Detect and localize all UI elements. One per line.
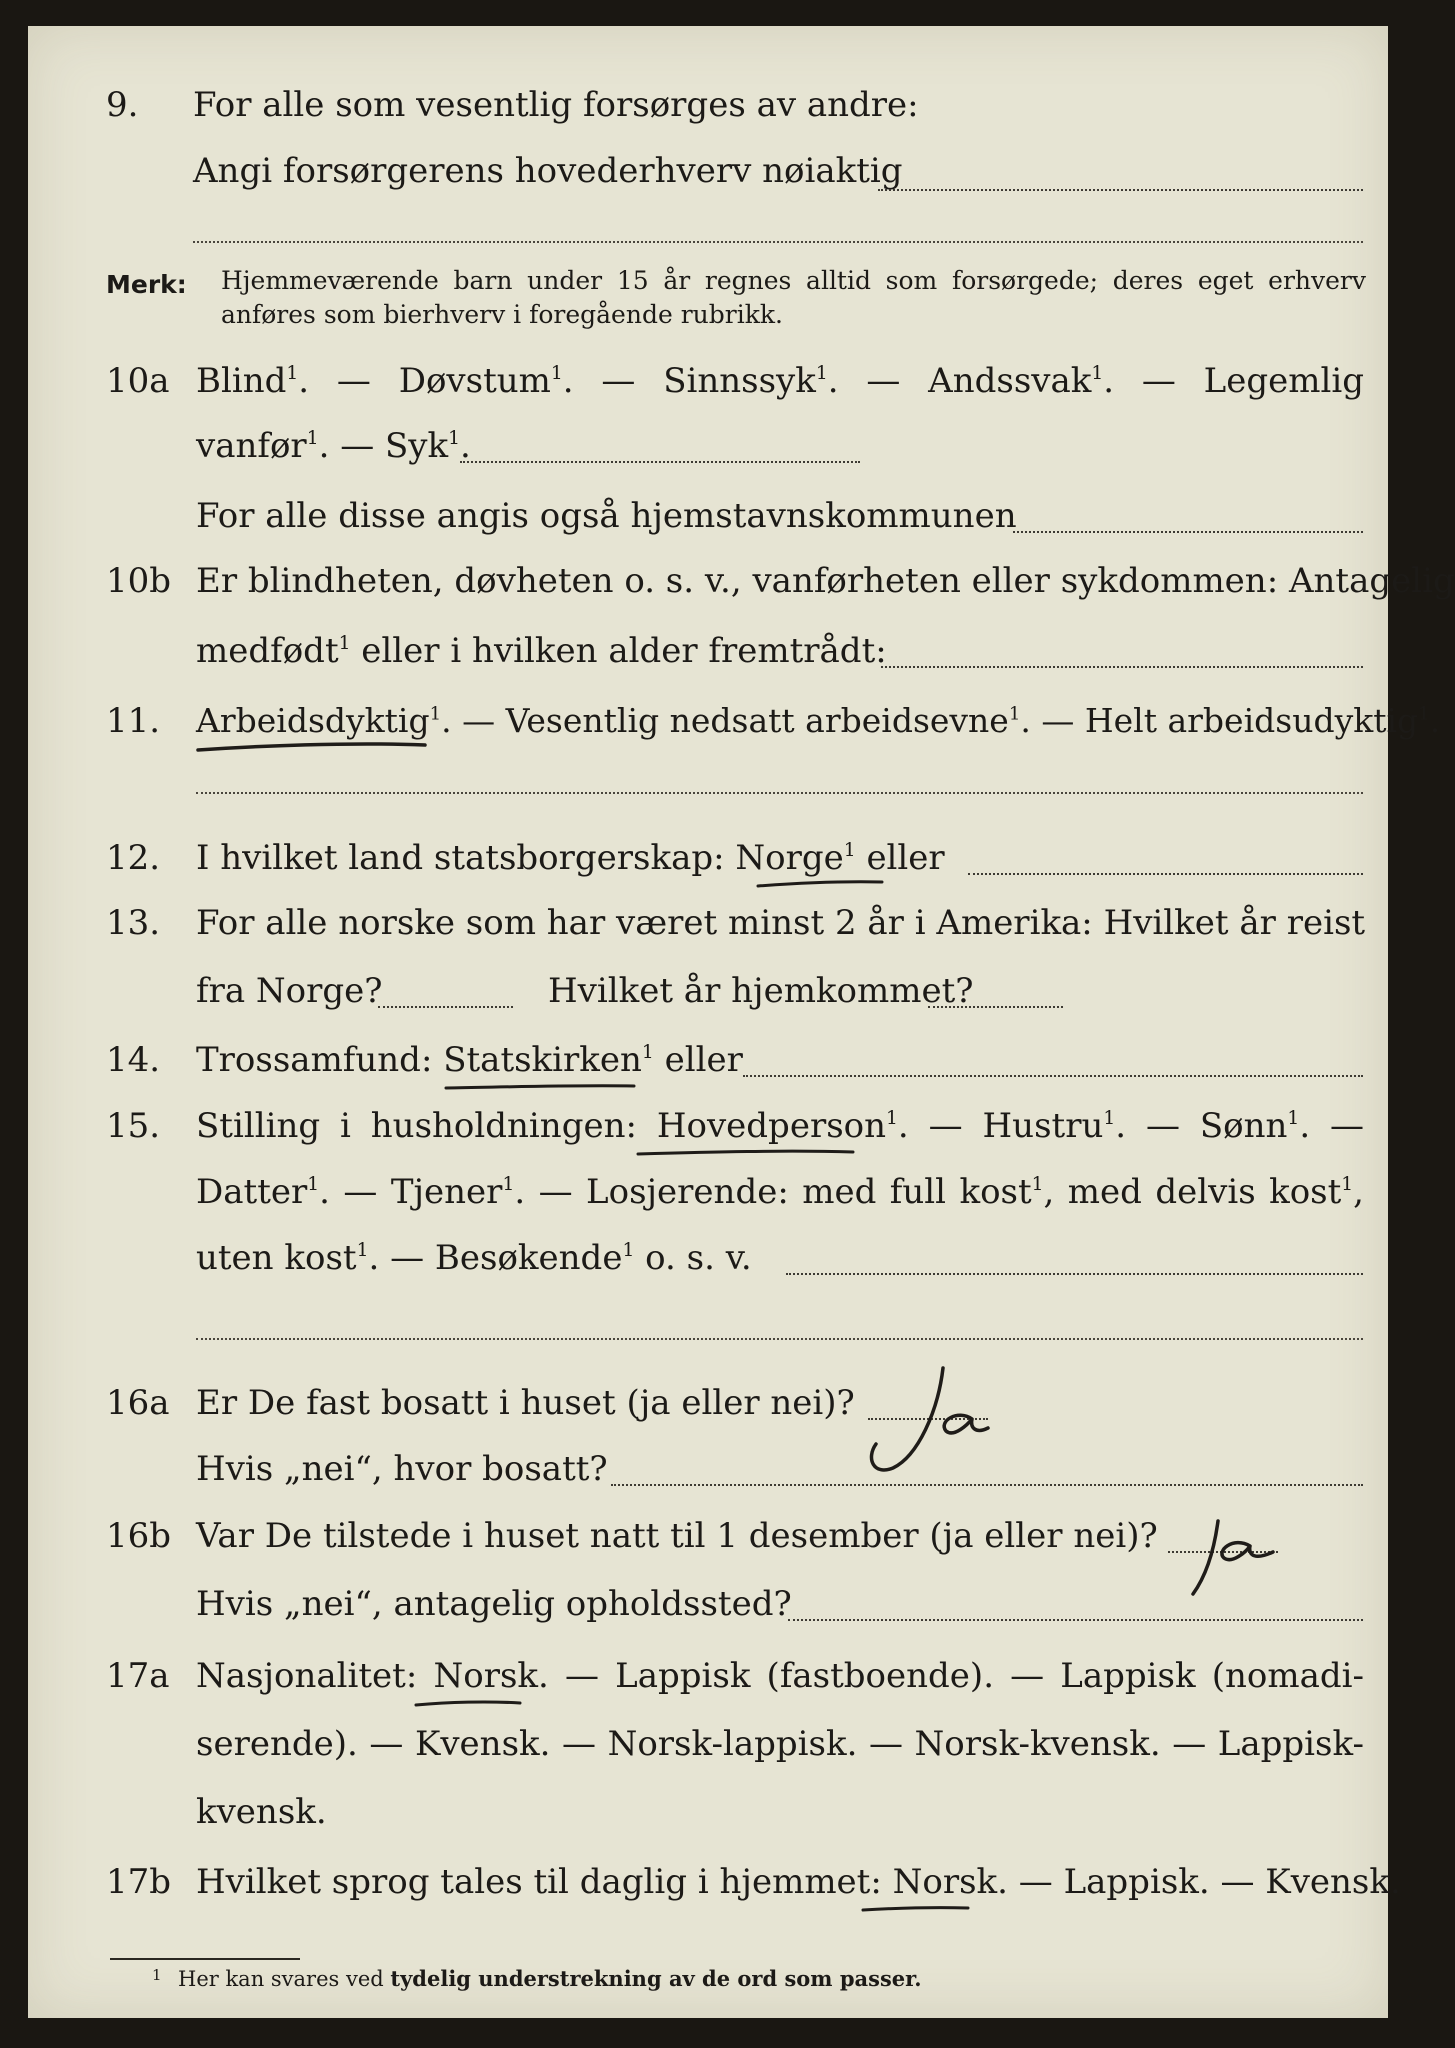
q9-line2: Angi forsørgerens hovederhverv nøiaktig (193, 151, 903, 191)
census-form-page (28, 26, 1455, 2018)
q15-line1: Stilling i husholdningen: Hovedperson$^1$. — Hustru$^1$. — Sønn$^1$. — (196, 1106, 1365, 1146)
q10a-line3: For alle disse angis også hjemstavnskommunen (196, 496, 1017, 536)
q9-row2 (28, 141, 1388, 201)
q14-line: Trossamfund: Statskirken$^1$ eller (196, 1040, 743, 1080)
q10a-row (28, 351, 1388, 411)
merk-text (221, 264, 1366, 332)
footnote-rule (110, 1958, 300, 1960)
q13-number: 13. (106, 903, 161, 943)
q16b-number: 16b (106, 1516, 172, 1556)
option-besokende[interactable]: Besøkende$^1$ (434, 1238, 635, 1278)
q12-row (28, 828, 1388, 888)
q15-row3 (28, 1228, 1388, 1288)
q11-number: 11. (106, 701, 161, 741)
option-datter[interactable]: Datter$^1$. (196, 1172, 330, 1212)
q11-row (28, 691, 1441, 751)
q14-number: 14. (106, 1040, 161, 1080)
q15-line3: uten kost$^1$. — Besøkende$^1$ o. s. v. (196, 1238, 752, 1278)
q10a-line2: vanfør$^1$. — Syk$^1$. (196, 426, 471, 466)
option-norsk-nasjonalitet[interactable]: Norsk. (433, 1656, 549, 1696)
q16b-where-field[interactable] (788, 1619, 1363, 1621)
q10b-number: 10b (106, 561, 172, 601)
hjemstavnskommune-field[interactable] (1013, 531, 1363, 533)
footnote-mark: 1 (152, 1966, 162, 1984)
q13-row (28, 893, 1388, 953)
q10b-line2: medfødt$^1$ eller i hvilken alder fremtrådt: (196, 631, 887, 671)
q13-line1: For alle norske som har været minst 2 år i Amerika: Hvilket år reist (196, 903, 1366, 943)
q10b-row2 (28, 621, 1388, 681)
option-medfodt[interactable]: medfødt$^1$ (196, 631, 351, 671)
q16a-row (28, 1373, 1388, 1433)
q9-answer-field[interactable] (878, 189, 1363, 191)
q16a-row2 (28, 1439, 1388, 1499)
option-dovstum[interactable]: Døvstum$^1$. (398, 361, 574, 401)
q15-answer-field[interactable] (786, 1273, 1363, 1275)
option-arbeidsdyktig[interactable]: Arbeidsdyktig$^1$. (196, 701, 452, 740)
year-left-field[interactable] (378, 1006, 513, 1008)
q12-line: I hvilket land statsborgerskap: Norge$^1$ eller (196, 838, 945, 878)
option-delvis-kost[interactable]: med delvis kost$^1$, (1067, 1172, 1364, 1212)
q15-number: 15. (106, 1106, 161, 1146)
q10a-line1: Blind$^1$. — Døvstum$^1$. — Sinnssyk$^1$. — Andssvak$^1$. — Legemlig (196, 361, 1364, 401)
q16b-line2: Hvis „nei“, antagelig opholdssted? (196, 1584, 792, 1624)
q10a-answer-field[interactable] (460, 461, 860, 463)
q15-extra-answer-line[interactable] (196, 1338, 1363, 1340)
q17a-line3: kvensk. (196, 1792, 327, 1832)
option-hustru[interactable]: Hustru$^1$. (982, 1106, 1127, 1146)
merk-line1: Hjemmeværende barn under 15 år regnes alltid som forsørgede; deres eget erhverv (221, 266, 1366, 295)
q9-row (28, 75, 1388, 135)
q16b-answer-field[interactable] (1168, 1551, 1278, 1553)
q15-line2: Datter$^1$. — Tjener$^1$. — Losjerende: med full kost$^1$, med delvis kost$^1$, (196, 1172, 1364, 1212)
q13-fra-norge: fra Norge? (196, 971, 383, 1011)
q16b-line1: Var De tilstede i huset natt til 1 desember (ja eller nei)? (196, 1516, 1158, 1556)
q10a-number: 10a (106, 361, 170, 401)
q17a-row2 (28, 1714, 1388, 1774)
q13-row2 (28, 961, 1388, 1021)
q17a-row (28, 1646, 1388, 1706)
option-tjener[interactable]: Tjener$^1$. (390, 1172, 526, 1212)
q10b-line1: Er blindheten, døvheten o. s. v., vanførheten eller sykdommen: Antagelig (196, 561, 1455, 601)
merk-label: Merk: (106, 270, 187, 299)
q9-number: 9. (106, 85, 139, 125)
option-norsk-sprog[interactable]: Norsk. (892, 1862, 1008, 1902)
q17b-line: Hvilket sprog tales til daglig i hjemmet: Norsk. — Lappisk. — Kvensk. (196, 1862, 1401, 1902)
q12-number: 12. (106, 838, 161, 878)
merk-line2: anføres som bierhverv i foregående rubrikk. (221, 300, 783, 329)
q10b-answer-field[interactable] (881, 666, 1363, 668)
q15-row2 (28, 1162, 1388, 1222)
q15-row (28, 1096, 1388, 1156)
q17a-line1: Nasjonalitet: Norsk. — Lappisk (fastboende). — Lappisk (nomadi- (196, 1656, 1365, 1696)
option-statskirken[interactable]: Statskirken$^1$ (443, 1040, 654, 1080)
q14-answer-field[interactable] (743, 1075, 1363, 1077)
q9-line1: For alle som vesentlig forsørges av andre: (193, 85, 919, 125)
footnote: Her kan svares ved tydelig understrekning av de ord som passer. (178, 1966, 922, 1991)
option-sinnssyk[interactable]: Sinnssyk$^1$. (663, 361, 839, 401)
q16a-number: 16a (106, 1383, 170, 1423)
option-norge[interactable]: Norge$^1$ (735, 838, 856, 878)
option-hovedperson[interactable]: Hovedperson$^1$. (656, 1106, 909, 1146)
q12-answer-field[interactable] (968, 873, 1363, 875)
option-sonn[interactable]: Sønn$^1$. (1199, 1106, 1311, 1146)
q16a-line1: Er De fast bosatt i huset (ja eller nei)? (196, 1383, 855, 1423)
q9-extra-answer-line[interactable] (193, 241, 1363, 243)
option-blind[interactable]: Blind$^1$. (196, 361, 310, 401)
year-returned-field[interactable] (928, 1006, 1063, 1008)
q16b-row (28, 1506, 1388, 1566)
q17a-row3 (28, 1782, 1388, 1842)
q16a-answer-field[interactable] (868, 1418, 988, 1420)
q11-line (196, 691, 1440, 751)
option-andssvak[interactable]: Andssvak$^1$. (928, 361, 1115, 401)
q16a-where-field[interactable] (611, 1484, 1363, 1486)
q10b-row (28, 551, 1455, 611)
q16a-line2: Hvis „nei“, hvor bosatt? (196, 1449, 608, 1489)
q10a-row3 (28, 486, 1388, 546)
q17a-line2: serende). — Kvensk. — Norsk-lappisk. — Norsk-kvensk. — Lappisk- (196, 1724, 1364, 1764)
option-vanfor[interactable]: vanfør$^1$. (196, 426, 330, 466)
q11-extra-answer-line[interactable] (196, 792, 1363, 794)
q17b-row (28, 1852, 1401, 1912)
q17a-number: 17a (106, 1656, 170, 1696)
option-nedsatt[interactable]: — Vesentlig nedsatt arbeidsevne$^1$. (451, 701, 1031, 740)
q17b-number: 17b (106, 1862, 172, 1902)
q13-hjemkommet: Hvilket år hjemkommet? (548, 971, 974, 1011)
q14-row (28, 1030, 1388, 1090)
q10a-row2 (28, 416, 1388, 476)
q16b-row2 (28, 1574, 1388, 1634)
option-full-kost[interactable]: med full kost$^1$, (802, 1172, 1055, 1212)
option-syk[interactable]: Syk$^1$. (385, 426, 471, 466)
option-legemlig[interactable]: Legemlig (1203, 361, 1364, 401)
option-uten-kost[interactable]: uten kost$^1$. (196, 1238, 380, 1278)
option-helt-udyktig[interactable]: — Helt arbeidsudyktig$^1$. (1030, 701, 1441, 740)
